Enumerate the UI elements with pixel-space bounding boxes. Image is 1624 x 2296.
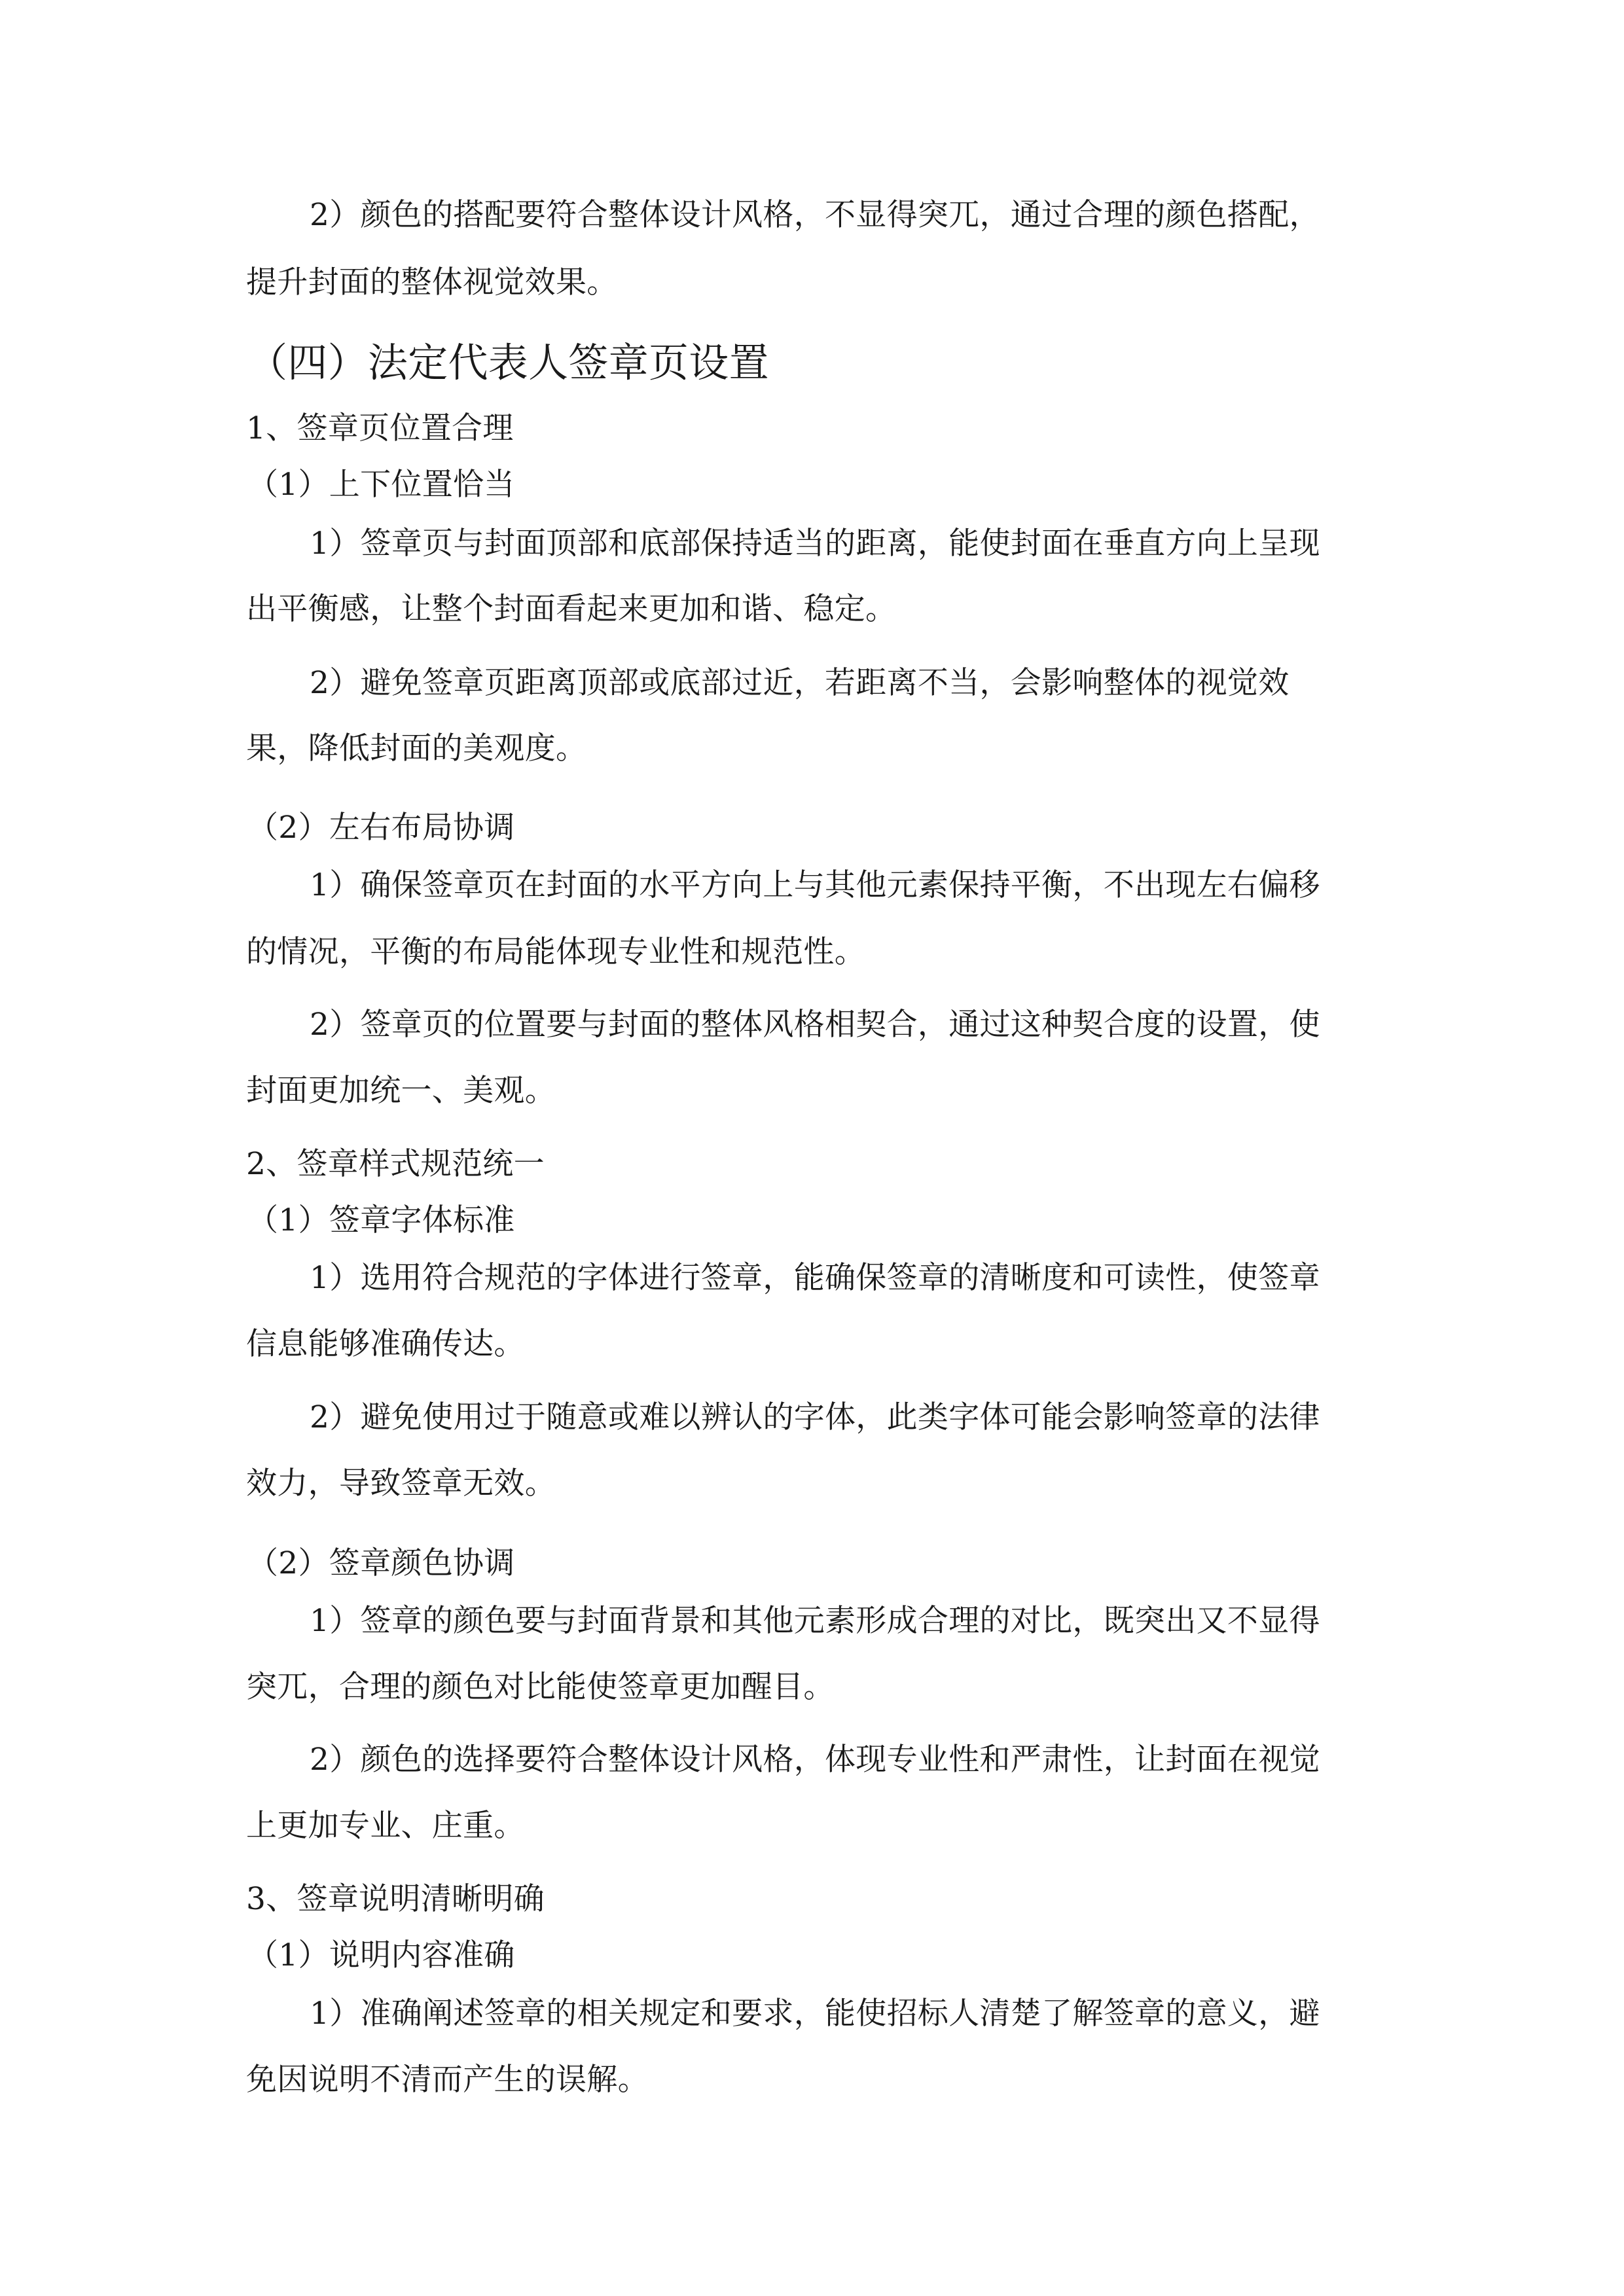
paragraph-line: 2）颜色的选择要符合整体设计风格，体现专业性和严肃性，让封面在视觉	[310, 1742, 1320, 1778]
paragraph-line: 上更加专业、庄重。	[246, 1808, 525, 1844]
paragraph-line: 1）确保签章页在封面的水平方向上与其他元素保持平衡，不出现左右偏移	[310, 867, 1320, 903]
paragraph-line: 2）签章页的位置要与封面的整体风格相契合，通过这种契合度的设置，使	[310, 1007, 1320, 1043]
paragraph-line: 的情况，平衡的布局能体现专业性和规范性。	[246, 934, 865, 970]
paragraph-line: 1）选用符合规范的字体进行签章，能确保签章的清晰度和可读性，使签章	[310, 1260, 1320, 1296]
paragraph-line: 1）准确阐述签章的相关规定和要求，能使招标人清楚了解签章的意义，避	[310, 1996, 1320, 2032]
sub-item-heading: （1）签章字体标准	[247, 1202, 515, 1238]
paragraph-line: 2）避免使用过于随意或难以辨认的字体，此类字体可能会影响签章的法律	[310, 1399, 1320, 1435]
sub-item-heading: （2）签章颜色协调	[247, 1545, 515, 1581]
paragraph-line: 2）避免签章页距离顶部或底部过近，若距离不当，会影响整体的视觉效	[310, 665, 1290, 701]
paragraph-line: 免因说明不清而产生的误解。	[246, 2062, 649, 2098]
paragraph-line: 1）签章页与封面顶部和底部保持适当的距离，能使封面在垂直方向上呈现	[310, 526, 1320, 562]
subsection-heading: 2、签章样式规范统一	[246, 1146, 545, 1182]
paragraph-line: 信息能够准确传达。	[246, 1326, 525, 1362]
paragraph-line: 突兀，合理的颜色对比能使签章更加醒目。	[246, 1669, 835, 1705]
paragraph-line: 封面更加统一、美观。	[246, 1073, 556, 1109]
paragraph-line: 效力，导致签章无效。	[246, 1465, 556, 1501]
paragraph-line: 出平衡感，让整个封面看起来更加和谐、稳定。	[246, 591, 897, 627]
sub-item-heading: （2）左右布局协调	[247, 810, 515, 846]
subsection-heading: 1、签章页位置合理	[246, 410, 514, 446]
subsection-heading: 3、签章说明清晰明确	[246, 1881, 545, 1917]
sub-item-heading: （1）说明内容准确	[247, 1937, 515, 1973]
sub-item-heading: （1）上下位置恰当	[247, 467, 515, 503]
paragraph-line: 1）签章的颜色要与封面背景和其他元素形成合理的对比，既突出又不显得	[310, 1603, 1320, 1639]
section-heading: （四）法定代表人签章页设置	[247, 340, 769, 386]
paragraph-line: 2）颜色的搭配要符合整体设计风格，不显得突兀，通过合理的颜色搭配，	[310, 197, 1320, 233]
paragraph-line: 果，降低封面的美观度。	[246, 730, 587, 766]
paragraph-line: 提升封面的整体视觉效果。	[246, 264, 618, 300]
